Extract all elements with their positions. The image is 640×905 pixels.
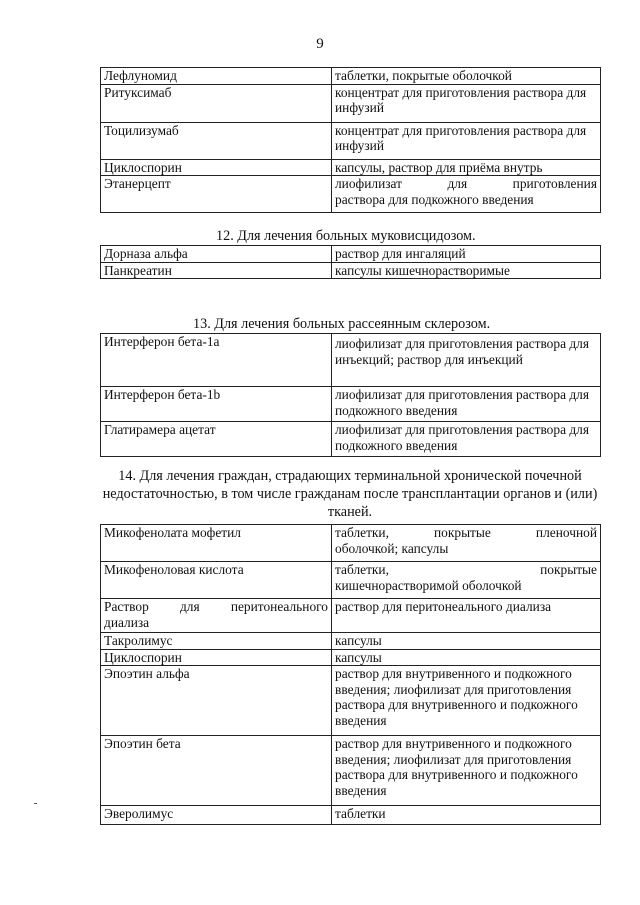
table-row — [101, 246, 601, 263]
table-row — [101, 68, 601, 85]
drug-name: Эпоэтин бета — [101, 736, 332, 806]
dosage-form — [332, 176, 601, 213]
section-12-table — [100, 245, 601, 279]
dosage-form-line: таблетки, покрытые — [335, 562, 597, 577]
drug-name: Этанерцепт — [101, 176, 332, 213]
dosage-form: концентрат для приготовления раствора для инфузий — [332, 84, 601, 122]
section-13-table — [100, 333, 601, 457]
drug-name-line: диализа — [104, 614, 150, 630]
section-13-heading: 13. Для лечения больных рассеянным склерозом. — [193, 316, 491, 332]
table-row — [101, 334, 601, 387]
drug-name: Циклоспорин — [101, 159, 332, 176]
drug-table-continued — [100, 67, 601, 213]
drug-name: Циклоспорин — [101, 649, 332, 666]
table-row — [101, 387, 601, 422]
dosage-form: раствор для внутривенного и подкожного введения; лиофилизат для приготовления раствора для внутривенного и подкожного введения — [332, 736, 601, 806]
dosage-form: раствор для перитонеального диализа — [332, 599, 601, 633]
dosage-form: капсулы кишечнорастворимые — [332, 262, 601, 279]
dosage-form: таблетки — [332, 806, 601, 825]
table-row — [101, 599, 601, 633]
drug-name — [101, 599, 332, 633]
dosage-form: капсулы — [332, 649, 601, 666]
dosage-form: лиофилизат для приготовления раствора для подкожного введения — [332, 422, 601, 457]
section-12-heading: 12. Для лечения больных муковисцидозом. — [216, 228, 476, 244]
drug-name: Дорназа альфа — [101, 246, 332, 263]
table-row — [101, 736, 601, 806]
page-number: 9 — [316, 36, 324, 52]
table-row — [101, 633, 601, 650]
drug-name-line: Раствор для перитонеального — [104, 599, 328, 614]
dosage-form-line: таблетки, покрытые пленочной — [335, 525, 597, 540]
scan-speck — [34, 803, 37, 804]
dosage-form-line: кишечнорастворимой оболочкой — [335, 577, 522, 593]
table-row — [101, 806, 601, 825]
table-row — [101, 84, 601, 122]
dosage-form: раствор для внутривенного и подкожного введения; лиофилизат для приготовления раствора для внутривенного и подкожного введения — [332, 666, 601, 736]
section-14-heading: 14. Для лечения граждан, страдающих терминальной хронической почечной недостаточностью, в том числе гражданам после трансплантации органов и (или) тканей. — [102, 468, 598, 520]
table-row — [101, 666, 601, 736]
drug-name: Эверолимус — [101, 806, 332, 825]
dosage-form-line: лиофилизат для приготовления — [335, 176, 597, 191]
drug-name: Такролимус — [101, 633, 332, 650]
section-14-table — [100, 524, 601, 825]
dosage-form — [332, 562, 601, 599]
table-row — [101, 649, 601, 666]
table-row — [101, 422, 601, 457]
dosage-form: капсулы, раствор для приёма внутрь — [332, 159, 601, 176]
dosage-form: таблетки, покрытые оболочкой — [332, 68, 601, 85]
drug-name: Лефлуномид — [101, 68, 332, 85]
table-row — [101, 262, 601, 279]
table-row — [101, 176, 601, 213]
drug-name: Интерферон бета-1а — [101, 334, 332, 387]
dosage-form: лиофилизат для приготовления раствора для инъекций; раствор для инъекций — [332, 334, 601, 387]
dosage-form — [332, 525, 601, 562]
drug-name: Микофеноловая кислота — [101, 562, 332, 599]
drug-name: Интерферон бета-1b — [101, 387, 332, 422]
table-row — [101, 562, 601, 599]
table-row — [101, 159, 601, 176]
drug-name: Глатирамера ацетат — [101, 422, 332, 457]
drug-name: Эпоэтин альфа — [101, 666, 332, 736]
dosage-form: раствор для ингаляций — [332, 246, 601, 263]
drug-name: Микофенолата мофетил — [101, 525, 332, 562]
table-row — [101, 525, 601, 562]
table-row — [101, 122, 601, 159]
dosage-form-line: оболочкой; капсулы — [335, 540, 449, 556]
dosage-form: капсулы — [332, 633, 601, 650]
dosage-form-line: раствора для подкожного введения — [335, 191, 534, 207]
drug-name: Панкреатин — [101, 262, 332, 279]
dosage-form: концентрат для приготовления раствора для инфузий — [332, 122, 601, 159]
drug-name: Тоцилизумаб — [101, 122, 332, 159]
drug-name: Ритуксимаб — [101, 84, 332, 122]
dosage-form: лиофилизат для приготовления раствора для подкожного введения — [332, 387, 601, 422]
